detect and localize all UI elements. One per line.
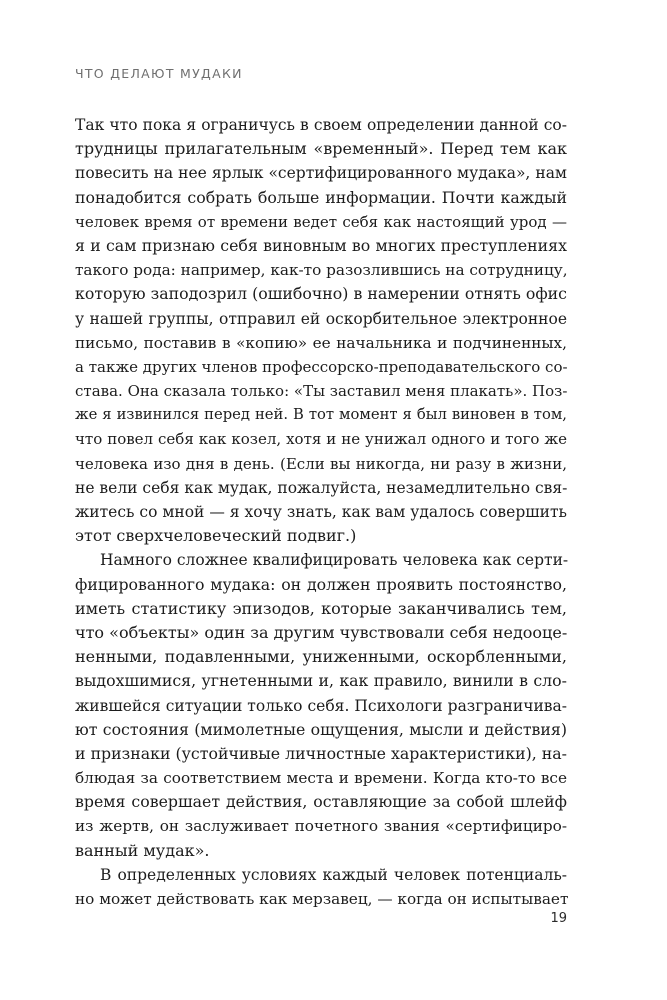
text-line: я и сам признаю себя виновным во многих преступлениях [75,235,567,255]
text-line: иметь статистику эпизодов, которые заканчивались тем, [75,598,567,618]
text-line: житесь со мной — я хочу знать, как вам удалось совершить [75,503,567,521]
text-line: фицированного мудака: он должен проявить постоянство, [75,574,567,594]
text-line: не вели себя как мудак, пожалуйста, незамедлительно свя- [75,478,568,497]
body-text [75,113,567,911]
text-line: жившейся ситуации только себя. Психологи разграничива- [75,696,567,715]
paragraph-1 [75,113,567,548]
text-line: а также других членов профессорско-преподавательского со- [75,357,568,376]
text-line: выдохшимися, угнетенными и, как правило, винили в сло- [75,671,567,691]
text-line: блюдая за соответствием места и времени. Когда кто-то все [75,769,567,788]
page-number: 19 [550,911,567,926]
text-line: Так что пока я ограничусь в своем определении данной со- [75,116,567,134]
text-line: повесить на нее ярлык «сертифицированного мудака», нам [75,164,567,183]
text-line: которую заподозрил (ошибочно) в намерении отнять офис [75,284,567,304]
text-line: и признаки (устойчивые личностные характеристики), на- [75,743,567,763]
text-line: у нашей группы, отправил ей оскорбительное электронное [75,309,567,328]
text-line: время совершает действия, оставляющие за собой шлейф [75,792,567,812]
text-line: понадобится собрать больше информации. Почти каждый [75,187,567,207]
text-line: такого рода: например, как-то разозлившись на сотрудницу, [75,261,568,280]
paragraph-2 [75,548,567,862]
text-line: письмо, поставив в «копию» ее начальника и подчиненных, [75,333,567,352]
text-line: ванный мудак». [75,840,210,860]
text-line: ненными, подавленными, униженными, оскорбленными, [75,647,567,667]
text-line: этот сверхчеловеческий подвиг.) [75,526,357,546]
text-line: человек время от времени ведет себя как настоящий урод — [75,212,567,231]
text-line: става. Она сказала только: «Ты заставил меня плакать». Поз- [75,382,568,401]
text-line: В определенных условиях каждый человек потенциаль- [100,865,567,884]
text-line: что повел себя как козел, хотя и не унижал одного и того же [75,430,567,449]
running-header: ЧТО ДЕЛАЮТ МУДАКИ [75,66,243,81]
text-line: трудницы прилагательным «временный». Перед тем как [75,139,567,159]
text-line: что «объекты» один за другим чувствовали себя недооце- [75,622,568,642]
text-line: Намного сложнее квалифицировать человека как серти- [100,551,569,570]
text-line: же я извинился перед ней. В тот момент я был виновен в том, [75,406,567,424]
text-line: ют состояния (мимолетные ощущения, мысли и действия) [75,719,567,739]
text-line: из жертв, он заслуживает почетного звания «сертифициро- [75,817,567,836]
text-line: но может действовать как мерзавец, — когда он испытывает [75,890,569,908]
paragraph-3 [75,863,567,911]
text-line: человека изо дня в день. (Если вы никогда, ни разу в жизни, [75,454,567,473]
